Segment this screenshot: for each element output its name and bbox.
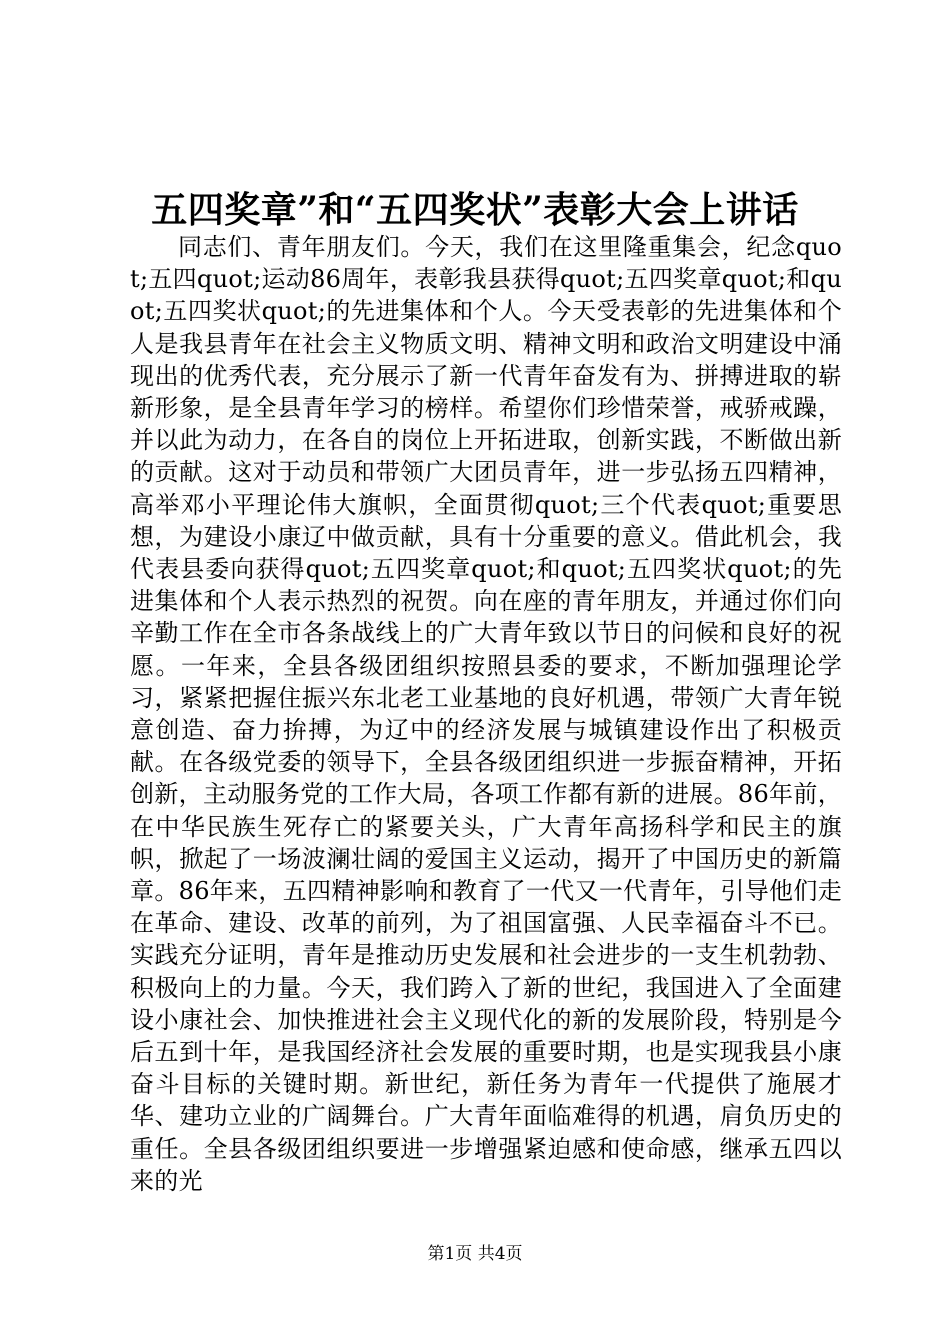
document-title: 五四奖章”和“五四奖状”表彰大会上讲话 bbox=[151, 189, 799, 231]
document-body: 同志们、青年朋友们。今天，我们在这里隆重集会，纪念quot;五四quot;运动86周年，表彰我县获得quot;五四奖章quot;和quot;五四奖状quot;的先进集体和个人。今天受表彰的先进集体和个人是我县青年在社会主义物质文明、精神文明和政治文明建设中涌现出的优秀代表，充分展示了新一代青年奋发有为、拼搏进取的崭新形象，是全县青年学习的榜样。希望你们珍惜荣誉，戒骄戒躁，并以此为动力，在各自的岗位上开拓进取，创新实践，不断做出新的贡献。这对于动员和带领广大团员青年，进一步弘扬五四精神，高举邓小平理论伟大旗帜，全面贯彻quot;三个代表quot;重要思想，为建设小康辽中做贡献，具有十分重要的意义。借此机会，我代表县委向获得quot;五四奖章quot;和quot;五四奖状quot;的先进集体和个人表示热烈的祝贺。向在座的青年朋友，并通过你们向辛勤工作在全市各条战线上的广大青年致以节日的问候和良好的祝愿。一年来，全县各级团组织按照县委的要求，不断加强理论学习，紧紧把握住振兴东北老工业基地的良好机遇，带领广大青年锐意创造、奋力拚搏，为辽中的经济发展与城镇建设作出了积极贡献。在各级党委的领导下，全县各级团组织进一步振奋精神，开拓创新，主动服务党的工作大局，各项工作都有新的进展。86年前，在中华民族生死存亡的紧要关头，广大青年高扬科学和民主的旗帜，掀起了一场波澜壮阔的爱国主义运动，揭开了中国历史的新篇章。86年来，五四精神影响和教育了一代又一代青年，引导他们走在革命、建设、改革的前列，为了祖国富强、人民幸福奋斗不已。实践充分证明，青年是推动历史发展和社会进步的一支生机勃勃、积极向上的力量。今天，我们跨入了新的世纪，我国进入了全面建设小康社会、加快推进社会主义现代化的新的发展阶段，特别是今后五到十年，是我国经济社会发展的重要时期，也是实现我县小康奋斗目标的关键时期。新世纪，新任务为青年一代提供了施展才华、建功立业的广阔舞台。广大青年面临难得的机遇，肩负历史的重任。全县各级团组织要进一步增强紧迫感和使命感，继承五四以来的光 bbox=[130, 233, 842, 1195]
page-footer: 第1页 共4页 bbox=[427, 1244, 523, 1264]
